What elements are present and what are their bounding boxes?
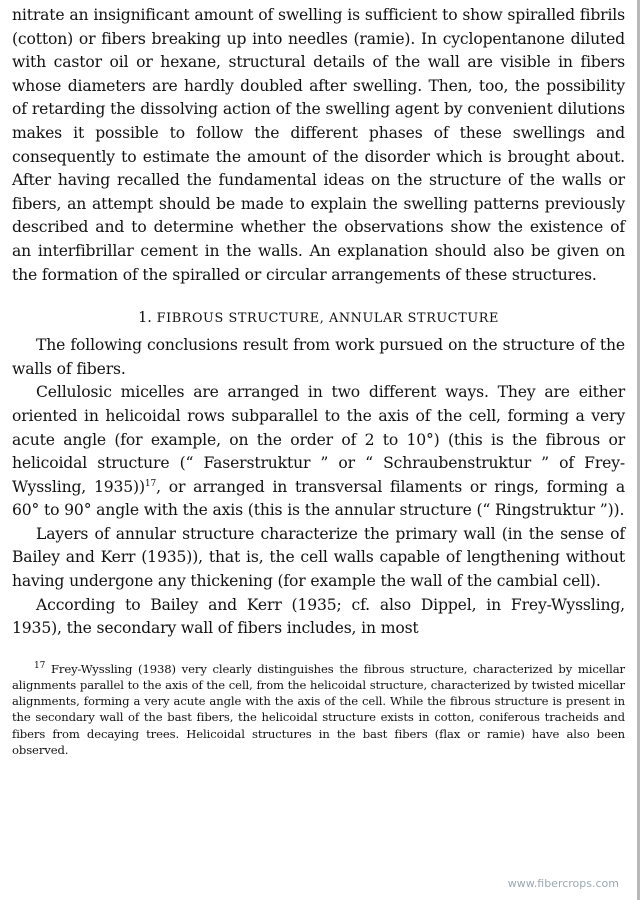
section-number: 1.	[138, 310, 152, 327]
footnote-reference[interactable]: 17	[144, 478, 157, 489]
watermark: www.fibercrops.com	[507, 877, 619, 890]
footnote-marker: 17	[34, 660, 46, 671]
section-title: FIBROUS STRUCTURE, ANNULAR STRUCTURE	[156, 311, 499, 327]
paragraph-micelles	[12, 381, 625, 523]
footnote	[12, 661, 625, 758]
section-heading	[12, 309, 625, 328]
paragraph-micelles-continuation: , or arranged in transversal filaments or rings, forming a 60° to 90° angle with the axis (this is the annular structure (“ Ringstruktur ”)).	[12, 477, 625, 520]
paragraph-secondary-wall: According to Bailey and Kerr (1935; cf. also Dippel, in Frey-Wyssling, 1935), the secondary wall of fibers includes, in most	[12, 595, 625, 638]
paragraph-annular-layers: Layers of annular structure characterize the primary wall (in the sense of Bailey and Kerr (1935)), that is, the cell walls capable of lengthening without having undergone any thickening (for example the wall of the cambial cell).	[12, 524, 625, 591]
paragraph-top: nitrate an insignificant amount of swelling is sufficient to show spiralled fibrils (cotton) or fibers breaking up into needles (ramie). In cyclopentanone diluted with castor oil or hexane, structural details of the wall are visible in fibers whose diameters are hardly doubled after swelling. Then, too, the possibility of retarding the dissolving action of the swelling agent by convenient dilutions makes it possible to follow the different phases of these swellings and consequently to estimate the amount of the disorder which is brought about. After having recalled the fundamental ideas on the structure of the walls or fibers, an attempt should be made to explain the swelling patterns previously described and to determine whether the observations show the existence of an interfibrillar cement in the walls. An explanation should also be given on the formation of the spiralled or circular arrangements of these structures.	[12, 6, 625, 284]
paragraph-micelles-text: Cellulosic micelles are arranged in two different ways. They are either oriented in helicoidal rows subparallel to the axis of the cell, forming a very acute angle (for example, on the order of 2 to 10°) (this is the fibrous or helicoidal structure (“ Faserstruktur ” or “ Schraubenstruktur ” of Frey-Wyssling, 1935))	[12, 383, 625, 496]
paragraph-conclusions: The following conclusions result from work pursued on the structure of the walls of fibers.	[12, 336, 625, 378]
footnote-text: Frey-Wyssling (1938) very clearly distinguishes the fibrous structure, characterized by micellar alignments parallel to the axis of the cell, from the helicoidal structure, characterized by twisted micellar alignments, forming a very acute angle with the axis of the cell. While the fibrous structure is present in the secondary wall of the bast fibers, the helicoidal structure exists in cotton, coniferous tracheids and fibers from decaying trees. Helicoidal structures in the bast fibers (flax or ramie) have also been observed.	[12, 661, 625, 757]
